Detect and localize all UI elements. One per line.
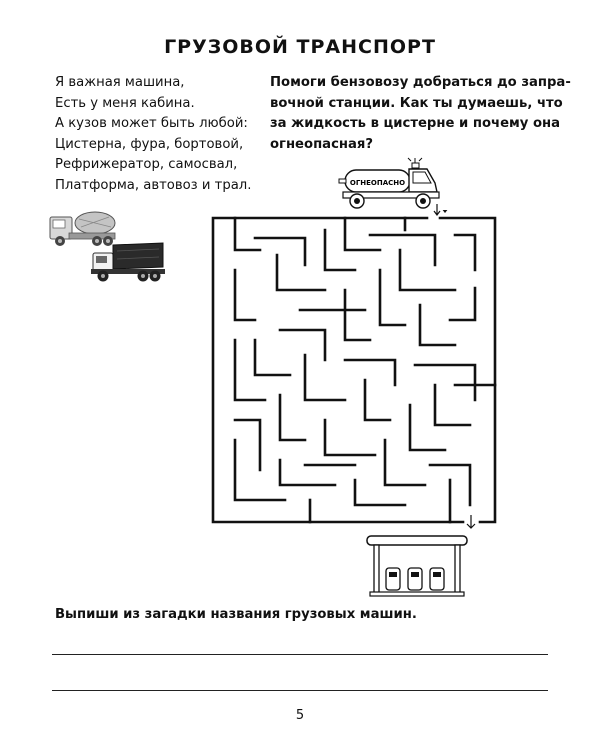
riddle-line: Я важная машина, — [55, 75, 185, 90]
mixer-truck-icon — [50, 212, 115, 246]
trucks-illustration — [45, 205, 175, 285]
answer-line[interactable] — [52, 654, 548, 655]
riddle-line: Есть у меня кабина. — [55, 95, 195, 111]
maze-task-line: Помоги бензовозу добраться до запра- — [270, 75, 571, 90]
gas-station-icon — [362, 530, 472, 600]
maze-task-line: за жидкость в цистерне и почему она — [270, 116, 561, 132]
page-title: ГРУЗОВОЙ ТРАНСПОРТ — [164, 36, 436, 58]
maze — [205, 210, 505, 530]
answer-line[interactable] — [52, 690, 548, 691]
fuel-pumps — [386, 568, 444, 590]
maze-task — [270, 73, 570, 155]
page-number: 5 — [295, 708, 305, 723]
riddle-poem — [55, 73, 251, 197]
maze-task-line: огнеопасная? — [270, 136, 374, 152]
dump-truck-icon — [91, 243, 165, 282]
riddle-line: Платформа, автовоз и трал. — [55, 177, 252, 193]
writing-task: Выпиши из загадки названия грузовых машин. — [55, 607, 417, 622]
tanker-label: ОГНЕОПАСНО — [349, 179, 406, 187]
maze-task-line: вочной станции. Как ты думаешь, что — [270, 95, 563, 111]
riddle-line: Рефрижератор, самосвал, — [55, 157, 238, 173]
riddle-line: А кузов может быть любой: — [55, 116, 248, 132]
riddle-line: Цистерна, фура, бортовой, — [55, 136, 244, 152]
